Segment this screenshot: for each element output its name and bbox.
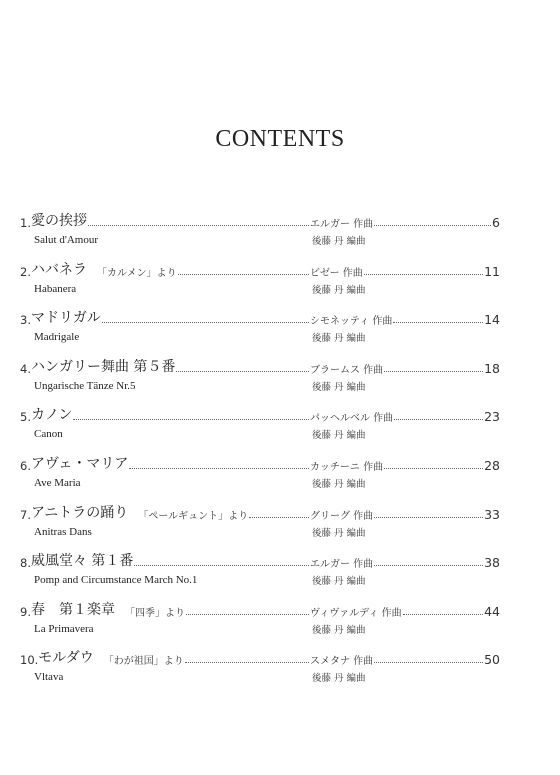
- entry-arranger: 後藤 丹 編曲: [312, 624, 366, 636]
- entry-title: ハンガリー舞曲 第５番: [30, 358, 176, 375]
- composer-line: [310, 552, 500, 570]
- entry-arranger: 後藤 丹 編曲: [312, 430, 366, 442]
- entry-arranger: 後藤 丹 編曲: [312, 673, 366, 685]
- dot-leader: [73, 419, 309, 420]
- entry-page-number: 11: [484, 263, 500, 279]
- entry-title: 春 第１楽章: [30, 601, 115, 618]
- entry-composer: カッチーニ 作曲: [310, 461, 384, 473]
- toc-title-line: [20, 504, 310, 522]
- entry-title: マドリガル: [30, 310, 101, 327]
- toc-title-line: [20, 309, 310, 327]
- entry-arranger: 後藤 丹 編曲: [312, 333, 366, 345]
- entry-arranger: 後藤 丹 編曲: [312, 381, 366, 393]
- toc-entry[interactable]: [20, 406, 500, 455]
- dot-leader: [374, 517, 483, 518]
- entry-subtitle: 「わが祖国」より: [103, 656, 184, 668]
- entry-number: 5.: [20, 410, 31, 425]
- entry-number: 9.: [20, 604, 31, 619]
- dot-leader: [384, 468, 483, 469]
- dot-leader: [249, 517, 309, 518]
- toc-title-line: [20, 406, 310, 424]
- composer-line: [310, 261, 500, 279]
- toc-title-line: [20, 212, 310, 230]
- entry-english-title: Vltava: [34, 671, 64, 684]
- entry-page-number: 33: [484, 506, 500, 522]
- dot-leader: [394, 419, 483, 420]
- toc-title-line: [20, 455, 310, 473]
- entry-composer: グリーグ 作曲: [310, 510, 374, 522]
- toc-title-line: [20, 552, 310, 570]
- toc-title-line: [20, 649, 310, 667]
- entry-number: 10.: [20, 653, 39, 668]
- entry-composer: エルガー 作曲: [310, 219, 374, 230]
- toc-entry[interactable]: [20, 649, 500, 698]
- entry-composer: パッヘルベル 作曲: [310, 413, 394, 425]
- entry-composer: シモネッティ 作曲: [310, 316, 393, 328]
- composer-line: [310, 406, 500, 424]
- dot-leader: [374, 225, 491, 226]
- entry-title: 威風堂々 第１番: [30, 553, 134, 570]
- entry-english-title: Canon: [34, 428, 63, 441]
- entry-number: 2.: [20, 264, 31, 279]
- entry-subtitle: 「四季」より: [124, 607, 185, 619]
- entry-number: 7.: [20, 507, 31, 522]
- entry-composer: スメタナ 作曲: [310, 656, 374, 668]
- entry-number: 8.: [20, 556, 31, 571]
- entry-page-number: 18: [484, 360, 500, 376]
- dot-leader: [134, 565, 309, 566]
- entry-title: カノン: [30, 407, 73, 424]
- entry-page-number: 6: [492, 215, 500, 230]
- composer-line: [310, 358, 500, 376]
- entry-subtitle: 「カルメン」より: [96, 267, 177, 279]
- table-of-contents: [20, 212, 500, 698]
- toc-title-line: [20, 601, 310, 619]
- entry-number: 4.: [20, 361, 31, 376]
- toc-entry[interactable]: [20, 601, 500, 650]
- dot-leader: [185, 662, 309, 663]
- dot-leader: [384, 371, 483, 372]
- entry-page-number: 38: [484, 555, 500, 571]
- dot-leader: [393, 322, 483, 323]
- dot-leader: [403, 614, 483, 615]
- dot-leader: [374, 565, 483, 566]
- toc-entry[interactable]: [20, 455, 500, 504]
- dot-leader: [374, 662, 483, 663]
- entry-composer: エルガー 作曲: [310, 559, 374, 571]
- toc-entry[interactable]: [20, 504, 500, 553]
- toc-entry[interactable]: [20, 358, 500, 407]
- composer-line: [310, 601, 500, 619]
- entry-title: モルダウ: [38, 650, 94, 667]
- entry-title: 愛の挨拶: [30, 213, 87, 229]
- dot-leader: [176, 371, 309, 372]
- entry-number: 3.: [20, 313, 31, 328]
- entry-arranger: 後藤 丹 編曲: [312, 478, 366, 490]
- entry-arranger: 後藤 丹 編曲: [312, 527, 366, 539]
- entry-page-number: 44: [484, 603, 500, 619]
- entry-english-title: Ungarische Tänze Nr.5: [34, 379, 136, 392]
- entry-english-title: Madrigale: [34, 331, 80, 344]
- entry-title: アニトラの踊り: [30, 504, 129, 521]
- toc-title-line: [20, 358, 310, 376]
- entry-composer: ビゼー 作曲: [310, 267, 363, 279]
- composer-line: [310, 455, 500, 473]
- dot-leader: [178, 274, 309, 275]
- entry-arranger: 後藤 丹 編曲: [312, 284, 366, 296]
- entry-page-number: 23: [484, 409, 500, 425]
- composer-line: [310, 504, 500, 522]
- composer-line: [310, 309, 500, 327]
- entry-subtitle: 「ペールギュント」より: [138, 510, 249, 522]
- entry-english-title: La Primavera: [34, 622, 94, 635]
- entry-page-number: 14: [484, 312, 500, 328]
- entry-number: 1.: [20, 216, 31, 230]
- composer-line: [310, 649, 500, 667]
- entry-page-number: 50: [484, 652, 500, 668]
- entry-english-title: Habanera: [34, 282, 77, 295]
- toc-entry[interactable]: [20, 309, 500, 358]
- toc-entry[interactable]: [20, 261, 500, 310]
- entry-number: 6.: [20, 458, 31, 473]
- entry-page-number: 28: [484, 457, 500, 473]
- page-title: CONTENTS: [215, 126, 345, 152]
- entry-english-title: Ave Maria: [34, 476, 81, 489]
- entry-english-title: Anitras Dans: [34, 525, 92, 538]
- entry-arranger: 後藤 丹 編曲: [312, 236, 366, 247]
- entry-english-title: Pomp and Circumstance March No.1: [34, 574, 198, 587]
- composer-line: [310, 212, 500, 230]
- toc-title-line: [20, 261, 310, 279]
- dot-leader: [88, 225, 309, 226]
- toc-entry[interactable]: [20, 552, 500, 601]
- entry-arranger: 後藤 丹 編曲: [312, 576, 366, 588]
- dot-leader: [129, 468, 309, 469]
- toc-entry[interactable]: [20, 212, 500, 261]
- dot-leader: [186, 614, 309, 615]
- dot-leader: [102, 322, 309, 323]
- entry-english-title: Salut d'Amour: [34, 234, 99, 246]
- entry-composer: ブラームス 作曲: [310, 364, 384, 376]
- entry-title: ハバネラ: [30, 261, 87, 278]
- dot-leader: [364, 274, 483, 275]
- entry-title: アヴェ・マリア: [30, 455, 129, 472]
- entry-composer: ヴィヴァルディ 作曲: [310, 607, 402, 619]
